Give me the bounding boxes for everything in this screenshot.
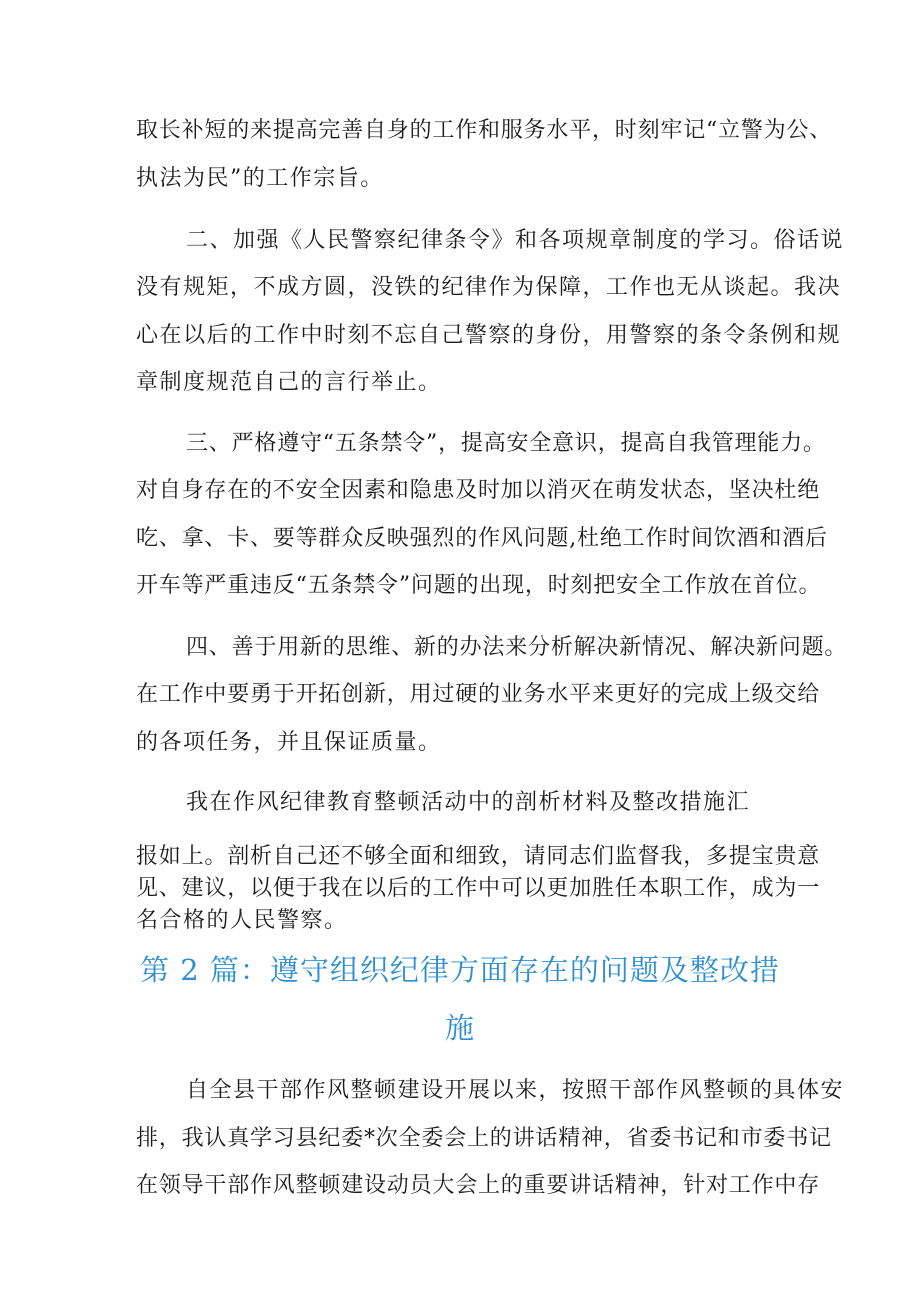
text-line: 四、善于用新的思维、新的办法来分析解决新情况、解决新问题。	[186, 635, 848, 660]
section-heading: 第 2 篇：遵守组织纪律方面存在的问题及整改措	[140, 953, 780, 987]
text-line: 开车等严重违反“五条禁令”问题的出现，时刻把安全工作放在首位。	[136, 573, 822, 598]
text-line: 在工作中要勇于开拓创新，用过硬的业务水平来更好的完成上级交给	[136, 682, 821, 707]
section-heading-continued: 施	[444, 1011, 475, 1045]
text-line: 吃、拿、卡、要等群众反映强烈的作风问题,杜绝工作时间饮酒和酒后	[136, 526, 828, 551]
text-line: 报如上。剖析自己还不够全面和细致，请同志们监督我，多提宝贵意	[136, 844, 821, 869]
text-line: 章制度规范自己的言行举止。	[136, 370, 442, 395]
text-line: 名合格的人民警察。	[136, 908, 348, 933]
text-line: 二、加强《人民警察纪律条令》和各项规章制度的学习。俗话说	[186, 228, 845, 253]
text-line: 的各项任务，并且保证质量。	[136, 730, 442, 755]
text-line: 自全县干部作风整顿建设开展以来，按照干部作风整顿的具体安	[186, 1078, 845, 1103]
text-line: 执法为民”的工作宗旨。	[136, 166, 384, 191]
text-line: 三、严格遵守“五条禁令”，提高安全意识，提高自我管理能力。	[186, 431, 826, 456]
text-line: 在领导干部作风整顿建设动员大会上的重要讲话精神，针对工作中存	[136, 1173, 821, 1198]
text-line: 取长补短的来提高完善自身的工作和服务水平，时刻牢记“立警为公、	[136, 118, 833, 143]
text-line: 排，我认真学习县纪委*次全委会上的讲话精神，省委书记和市委书记	[136, 1126, 832, 1151]
text-line: 心在以后的工作中时刻不忘自己警察的身份，用警察的条令条例和规	[136, 323, 842, 348]
text-line: 对自身存在的不安全因素和隐患及时加以消灭在萌发状态，坚决杜绝	[136, 478, 821, 503]
text-line: 我在作风纪律教育整顿活动中的剖析材料及整改措施汇	[186, 790, 751, 815]
text-line: 没有规矩，不成方圆，没铁的纪律作为保障，工作也无从谈起。我决	[136, 275, 842, 300]
text-line: 见、建议，以便于我在以后的工作中可以更加胜任本职工作，成为一	[136, 876, 821, 901]
